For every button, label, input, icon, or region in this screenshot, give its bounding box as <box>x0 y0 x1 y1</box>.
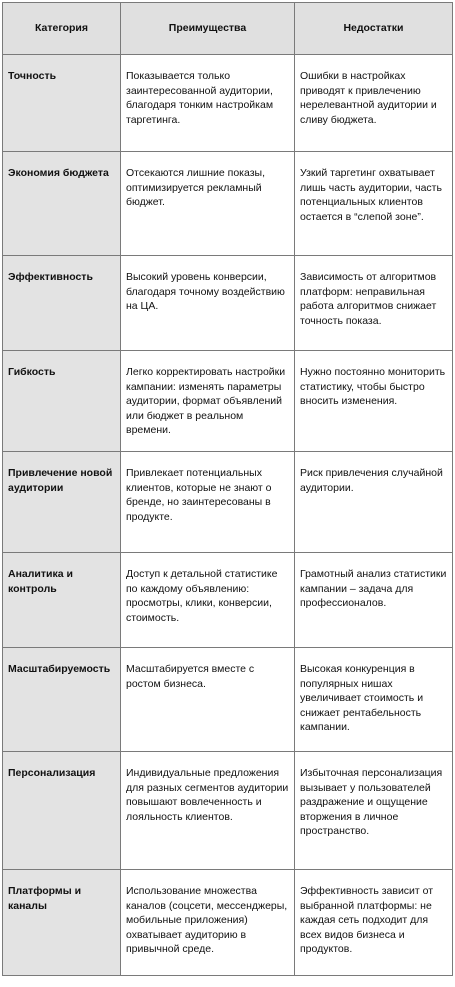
table-row <box>3 152 453 256</box>
advantages-cell: Показывается только заинтересованной аудитории, благодаря тонким настройкам таргетинга. <box>121 55 295 152</box>
category-cell: Платформы и каналы <box>3 870 121 976</box>
category-cell: Эффективность <box>3 256 121 351</box>
disadvantages-cell: Грамотный анализ статистики кампании – задача для профессионалов. <box>295 553 453 648</box>
table-row <box>3 553 453 648</box>
advantages-cell: Легко корректировать настройки кампании: изменять параметры аудитории, формат объявлений или бюджет в реальном времени. <box>121 351 295 452</box>
disadvantages-cell: Высокая конкуренция в популярных нишах увеличивает стоимость и снижает рентабельность кампании. <box>295 648 453 752</box>
category-cell: Гибкость <box>3 351 121 452</box>
table-row <box>3 648 453 752</box>
disadvantages-cell: Ошибки в настройках приводят к привлечению нерелевантной аудитории и сливу бюджета. <box>295 55 453 152</box>
table-row <box>3 870 453 976</box>
disadvantages-cell: Зависимость от алгоритмов платформ: неправильная работа алгоритмов снижает точность показа. <box>295 256 453 351</box>
table-row <box>3 752 453 870</box>
category-cell: Привлечение новой аудитории <box>3 452 121 553</box>
disadvantages-cell: Нужно постоянно мониторить статистику, чтобы быстро вносить изменения. <box>295 351 453 452</box>
advantages-cell: Масштабируется вместе с ростом бизнеса. <box>121 648 295 752</box>
advantages-cell: Доступ к детальной статистике по каждому объявлению: просмотры, клики, конверсии, стоимость. <box>121 553 295 648</box>
advantages-cell: Использование множества каналов (соцсети, мессенджеры, мобильные приложения) охватывает аудиторию в привычной среде. <box>121 870 295 976</box>
category-cell: Экономия бюджета <box>3 152 121 256</box>
category-cell: Точность <box>3 55 121 152</box>
advantages-cell: Привлекает потенциальных клиентов, которые не знают о бренде, но заинтересованы в продукте. <box>121 452 295 553</box>
table-row <box>3 55 453 152</box>
disadvantages-cell: Эффективность зависит от выбранной платформы: не каждая сеть подходит для всех видов бизнеса и продуктов. <box>295 870 453 976</box>
table-row <box>3 256 453 351</box>
table-row <box>3 351 453 452</box>
advantages-cell: Индивидуальные предложения для разных сегментов аудитории повышают вовлеченность и лояльность клиентов. <box>121 752 295 870</box>
table-row <box>3 452 453 553</box>
advantages-cell: Высокий уровень конверсии, благодаря точному воздействию на ЦА. <box>121 256 295 351</box>
disadvantages-cell: Узкий таргетинг охватывает лишь часть аудитории, часть потенциальных клиентов остается в “слепой зоне”. <box>295 152 453 256</box>
header-disadvantages: Недостатки <box>295 3 453 55</box>
category-cell: Аналитика и контроль <box>3 553 121 648</box>
disadvantages-cell: Избыточная персонализация вызывает у пользователей раздражение и ощущение вторжения в личное пространство. <box>295 752 453 870</box>
category-cell: Персонализация <box>3 752 121 870</box>
header-category: Категория <box>3 3 121 55</box>
category-cell: Масштабируемость <box>3 648 121 752</box>
header-advantages: Преимущества <box>121 3 295 55</box>
disadvantages-cell: Риск привлечения случайной аудитории. <box>295 452 453 553</box>
advantages-cell: Отсекаются лишние показы, оптимизируется рекламный бюджет. <box>121 152 295 256</box>
comparison-table <box>2 2 453 976</box>
header-row <box>3 3 453 55</box>
